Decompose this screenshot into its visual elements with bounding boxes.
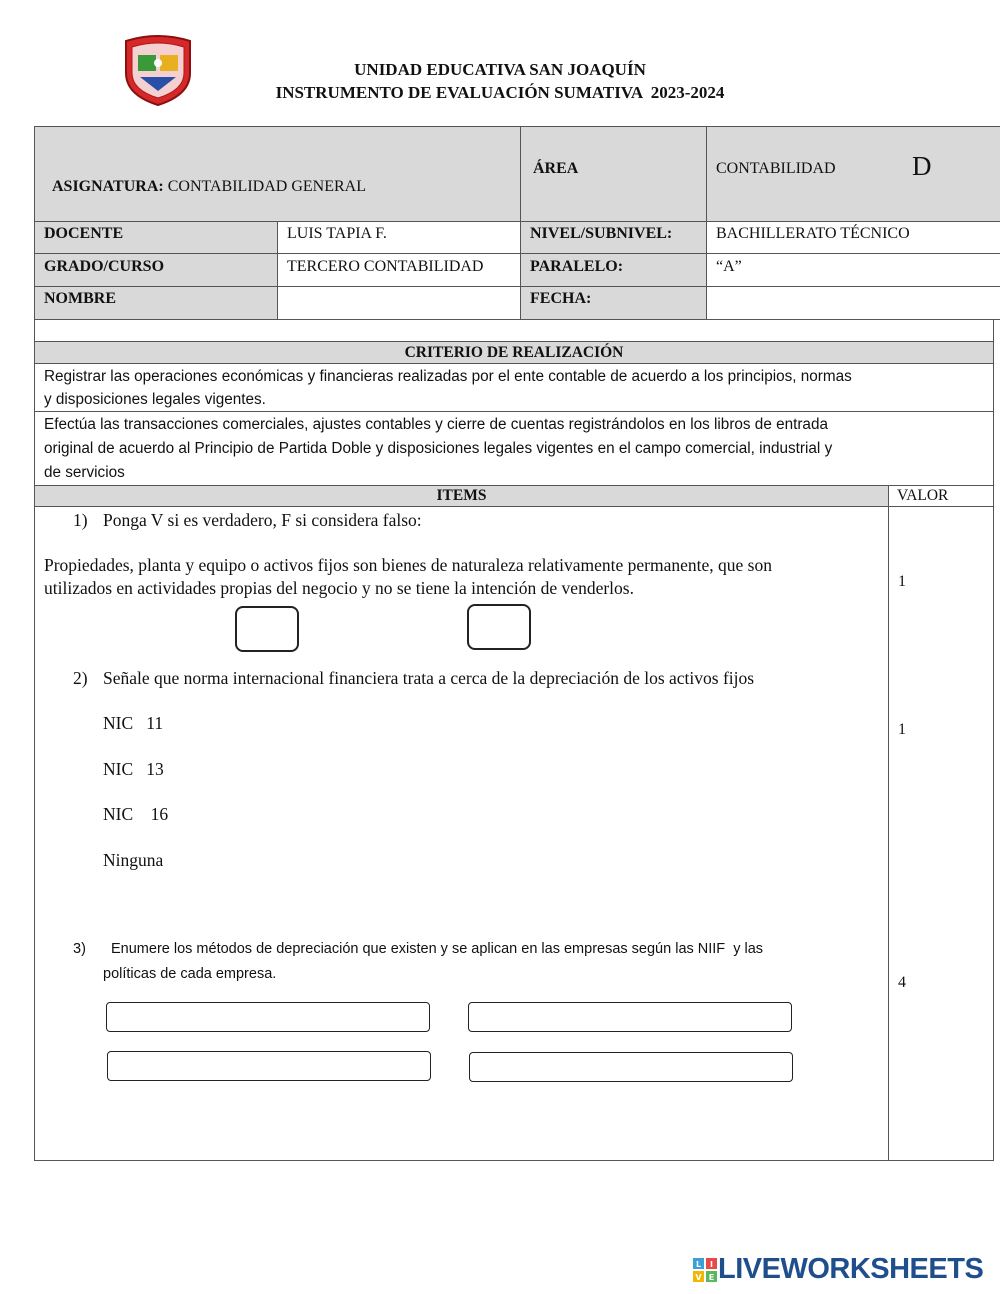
q1-answer-box-2[interactable] — [467, 604, 531, 650]
q3-answer-input-3[interactable] — [107, 1051, 431, 1081]
instrument-title: INSTRUMENTO DE EVALUACIÓN SUMATIVA 2023-2024 — [275, 83, 725, 102]
q3-answer-input-1[interactable] — [106, 1002, 430, 1032]
q3-answer-input-4[interactable] — [469, 1052, 793, 1082]
criterio-title: CRITERIO DE REALIZACIÓN — [404, 344, 624, 361]
fecha-input[interactable] — [706, 286, 1000, 320]
q2-number: 2) — [73, 668, 88, 688]
items-header: ITEMS — [436, 487, 487, 504]
area-letter: D — [912, 151, 932, 181]
asignatura-value: CONTABILIDAD GENERAL — [163, 178, 366, 195]
criterio-line-1a: Registrar las operaciones económicas y financieras realizadas por el ente contable de acuerdo a los principios, normas — [44, 368, 852, 385]
nivel-value: BACHILLERATO TÉCNICO — [716, 225, 910, 242]
grado-value: TERCERO CONTABILIDAD — [287, 258, 484, 275]
area-label: ÁREA — [533, 160, 579, 177]
q1-valor: 1 — [898, 573, 906, 590]
asignatura-row — [44, 160, 366, 196]
docente-label: DOCENTE — [44, 225, 124, 242]
criterio-line-2c: de servicios — [44, 464, 125, 481]
area-value: CONTABILIDAD — [716, 160, 836, 177]
q2-option-4[interactable]: Ninguna — [103, 850, 164, 870]
q3-valor: 4 — [898, 974, 906, 991]
q2-prompt: Señale que norma internacional financiera trata a cerca de la depreciación de los activos fijos — [103, 668, 755, 688]
badge-letter-e: E — [708, 1273, 715, 1282]
liveworksheets-badge-icon — [693, 1258, 717, 1282]
q2-option-3[interactable]: NIC 16 — [103, 804, 169, 824]
grado-label: GRADO/CURSO — [44, 258, 165, 275]
q1-statement-b: utilizados en actividades propias del negocio y no se tiene la intención de venderlos. — [44, 578, 634, 598]
q1-prompt: Ponga V si es verdadero, F si considera falso: — [103, 510, 422, 530]
q2-option-2[interactable]: NIC 13 — [103, 759, 164, 779]
nombre-label: NOMBRE — [44, 290, 116, 307]
nombre-input[interactable] — [277, 286, 521, 320]
nivel-label: NIVEL/SUBNIVEL: — [530, 225, 673, 242]
paralelo-label: PARALELO: — [530, 258, 624, 275]
criterio-line-2b: original de acuerdo al Principio de Partida Doble y disposiciones legales vigentes en el campo comercial, industrial y — [44, 440, 833, 457]
q1-statement-a: Propiedades, planta y equipo o activos fijos son bienes de naturaleza relativamente permanente, que son — [44, 555, 772, 575]
criterio-line-1b: y disposiciones legales vigentes. — [44, 391, 266, 408]
q3-prompt-b: políticas de cada empresa. — [103, 966, 277, 982]
q2-valor: 1 — [898, 721, 906, 738]
spacer-row — [34, 319, 994, 342]
q2-option-1[interactable]: NIC 11 — [103, 713, 164, 733]
docente-value: LUIS TAPIA F. — [287, 225, 387, 242]
badge-letter-v: V — [695, 1273, 702, 1282]
q1-number: 1) — [73, 510, 88, 530]
badge-letter-i: I — [710, 1260, 713, 1269]
paralelo-value-cell — [706, 253, 1000, 287]
paralelo-value: “A” — [716, 258, 742, 275]
valor-body — [888, 506, 994, 1161]
asignatura-label: ASIGNATURA: — [52, 178, 164, 195]
criterio-line-2a: Efectúa las transacciones comerciales, ajustes contables y cierre de cuentas registrándolos en los libros de entrada — [44, 416, 828, 433]
school-title: UNIDAD EDUCATIVA SAN JOAQUÍN — [354, 60, 646, 79]
q3-number: 3) — [73, 941, 86, 957]
badge-letter-l: L — [695, 1260, 702, 1269]
fecha-label: FECHA: — [530, 290, 592, 307]
liveworksheets-brand: LIVEWORKSHEETS — [718, 1253, 984, 1285]
q3-answer-input-2[interactable] — [468, 1002, 792, 1032]
q3-prompt-a: Enumere los métodos de depreciación que existen y se aplican en las empresas según las NIIF y las — [111, 941, 764, 957]
q1-answer-box-1[interactable] — [235, 606, 299, 652]
valor-header: VALOR — [897, 487, 949, 504]
